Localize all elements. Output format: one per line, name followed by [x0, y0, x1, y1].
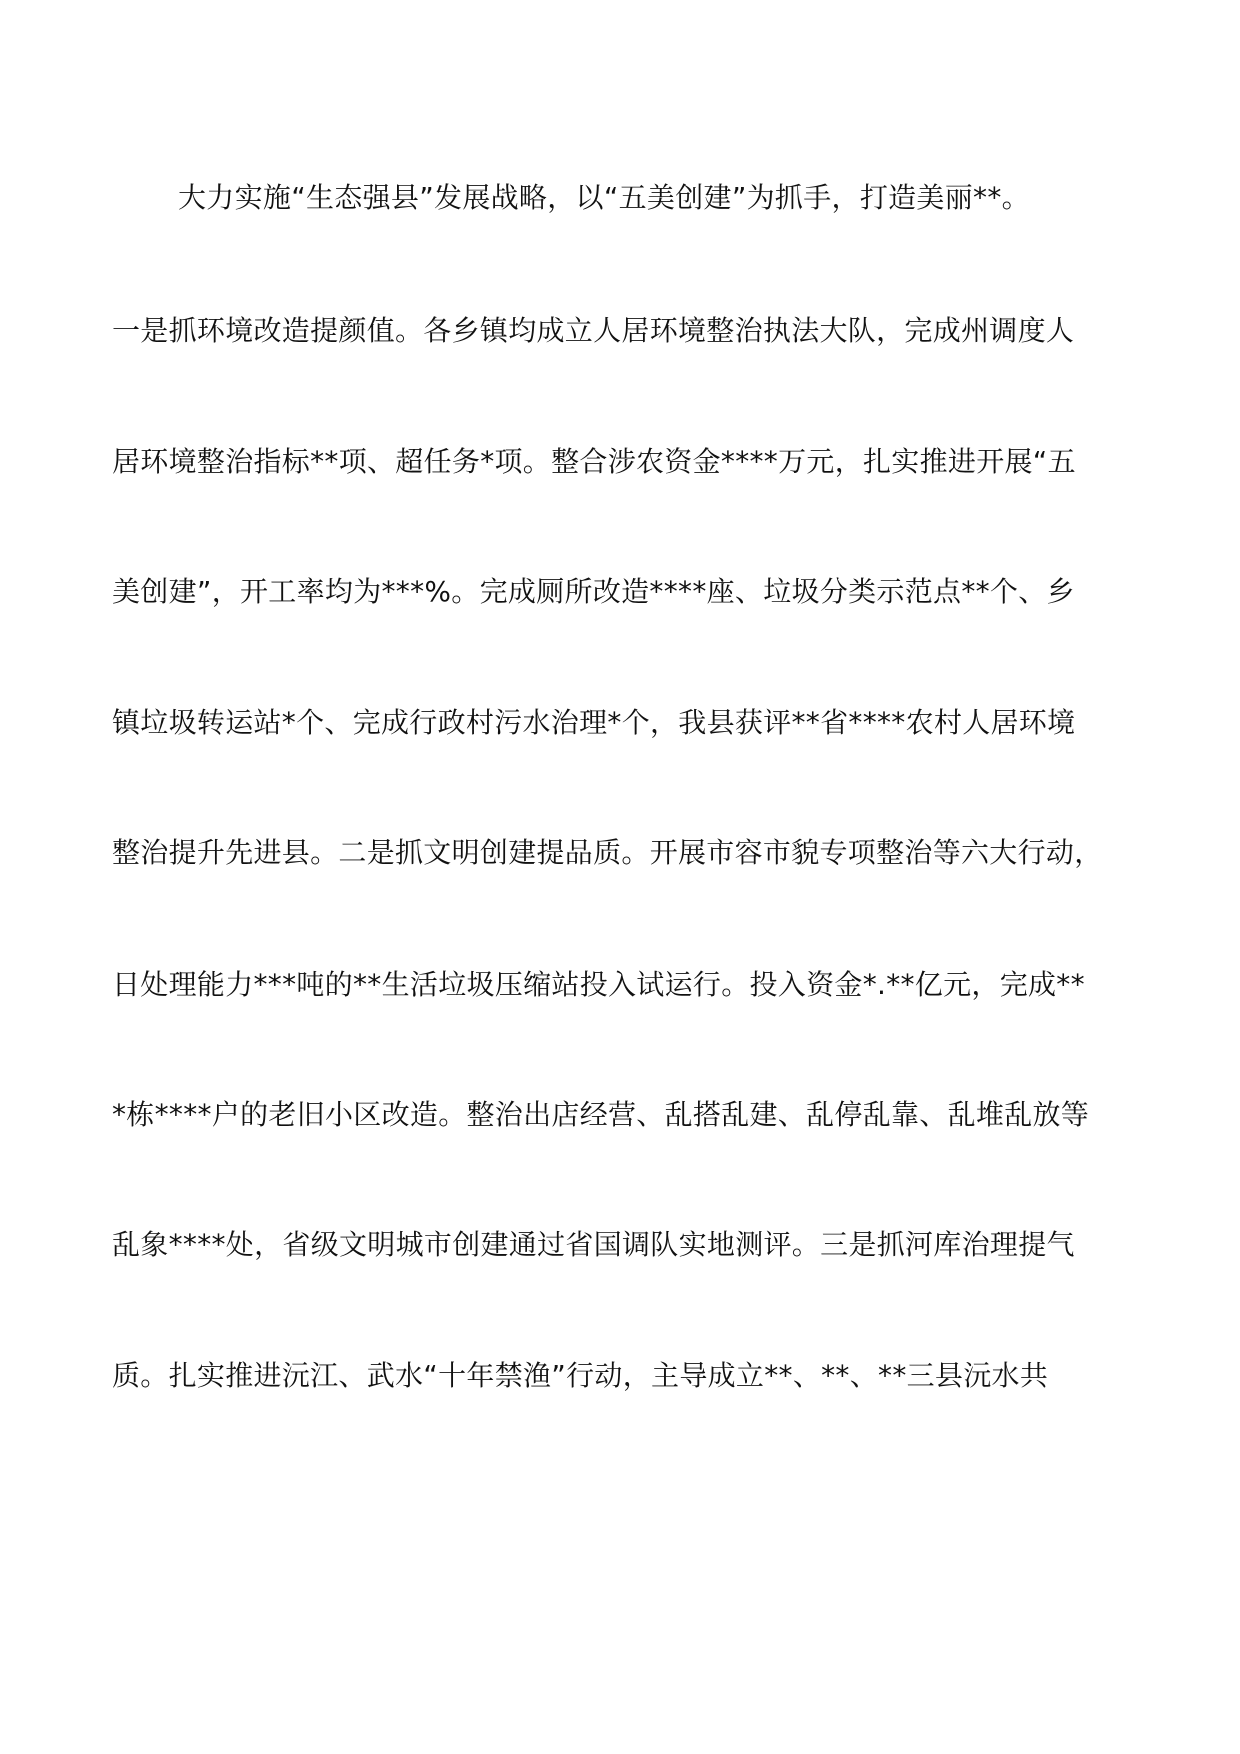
paragraph-line-6: 整治提升先进县。二是抓文明创建提品质。开展市容市貌专项整治等六大行动，	[112, 836, 1103, 869]
paragraph-line-5: 镇垃圾转运站*个、完成行政村污水治理*个，我县获评**省****农村人居环境	[112, 706, 1076, 739]
paragraph-line-10: 质。扎实推进沅江、武水“十年禁渔”行动，主导成立**、**、**三县沅水共	[112, 1359, 1049, 1392]
paragraph-line-4: 美创建”，开工率均为***%。完成厕所改造****座、垃圾分类示范点**个、乡	[112, 575, 1075, 608]
paragraph-line-9: 乱象****处，省级文明城市创建通过省国调队实地测评。三是抓河库治理提气	[112, 1228, 1075, 1261]
paragraph-line-1: 大力实施“生态强县”发展战略，以“五美创建”为抓手，打造美丽**。	[178, 181, 1030, 214]
paragraph-line-8: *栋****户的老旧小区改造。整治出店经营、乱搭乱建、乱停乱靠、乱堆乱放等	[112, 1098, 1090, 1131]
paragraph-line-7: 日处理能力***吨的**生活垃圾压缩站投入试运行。投入资金*.**亿元，完成**	[112, 968, 1085, 1001]
paragraph-line-2: 一是抓环境改造提颜值。各乡镇均成立人居环境整治执法大队，完成州调度人	[112, 314, 1075, 347]
paragraph-line-3: 居环境整治指标**项、超任务*项。整合涉农资金****万元，扎实推进开展“五	[112, 445, 1076, 478]
